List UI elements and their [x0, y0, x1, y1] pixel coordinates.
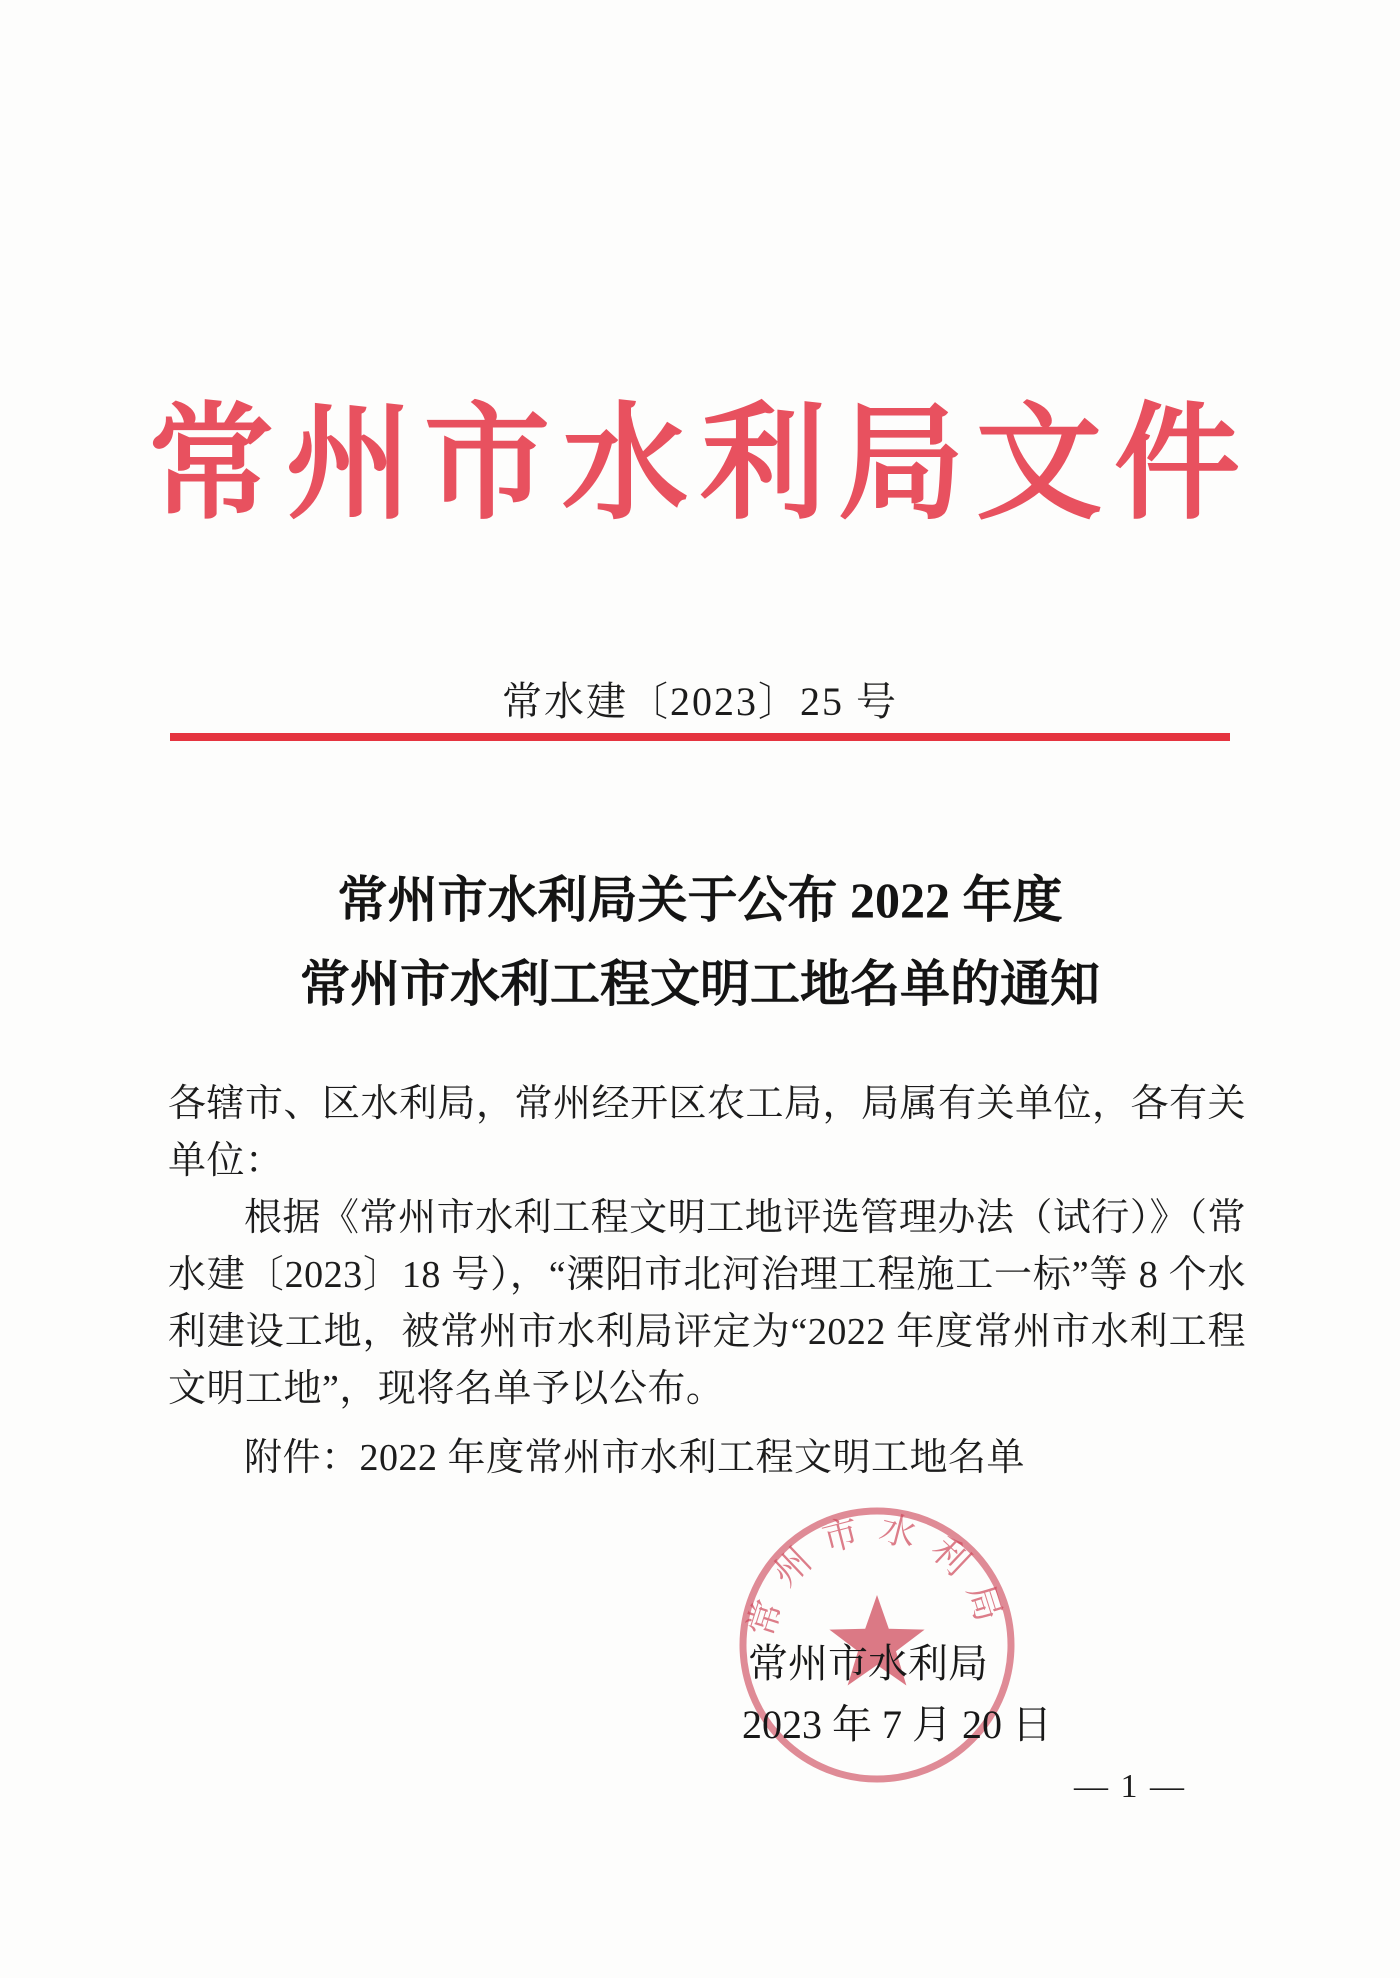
- notice-title: [0, 858, 1400, 1026]
- salutation-paragraph: 各辖市、区水利局，常州经开区农工局，局属有关单位，各有关单位：: [168, 1083, 1247, 1182]
- signature-date: 2023 年 7 月 20 日: [742, 1702, 1052, 1747]
- page-number: — 1 —: [1074, 1768, 1186, 1805]
- signature-organization: 常州市水利局: [748, 1641, 988, 1686]
- attachment-line: 附件：2022 年度常州市水利工程文明工地名单: [244, 1437, 1026, 1479]
- letterhead-title: 常州市水利局文件: [148, 396, 1252, 535]
- notice-title-line-1: 常州市水利局关于公布 2022 年度: [337, 872, 1063, 928]
- seal-arc-text: 常州市水利局: [740, 1507, 1014, 1642]
- red-divider-rule: [170, 733, 1230, 741]
- main-paragraph: 根据《常州市水利工程文明工地评选管理办法（试行）》（常水建〔2023〕18 号），“溧阳市北河治理工程施工一标”等 8 个水利建设工地，被常州市水利局评定为“2022 年度常州市水利工程文明工地”，现将名单予以公布。: [168, 1197, 1246, 1410]
- notice-title-line-2: 常州市水利工程文明工地名单的通知: [300, 956, 1100, 1012]
- document-number: 常水建〔2023〕25 号: [502, 679, 898, 724]
- body-text: [168, 1076, 1246, 1487]
